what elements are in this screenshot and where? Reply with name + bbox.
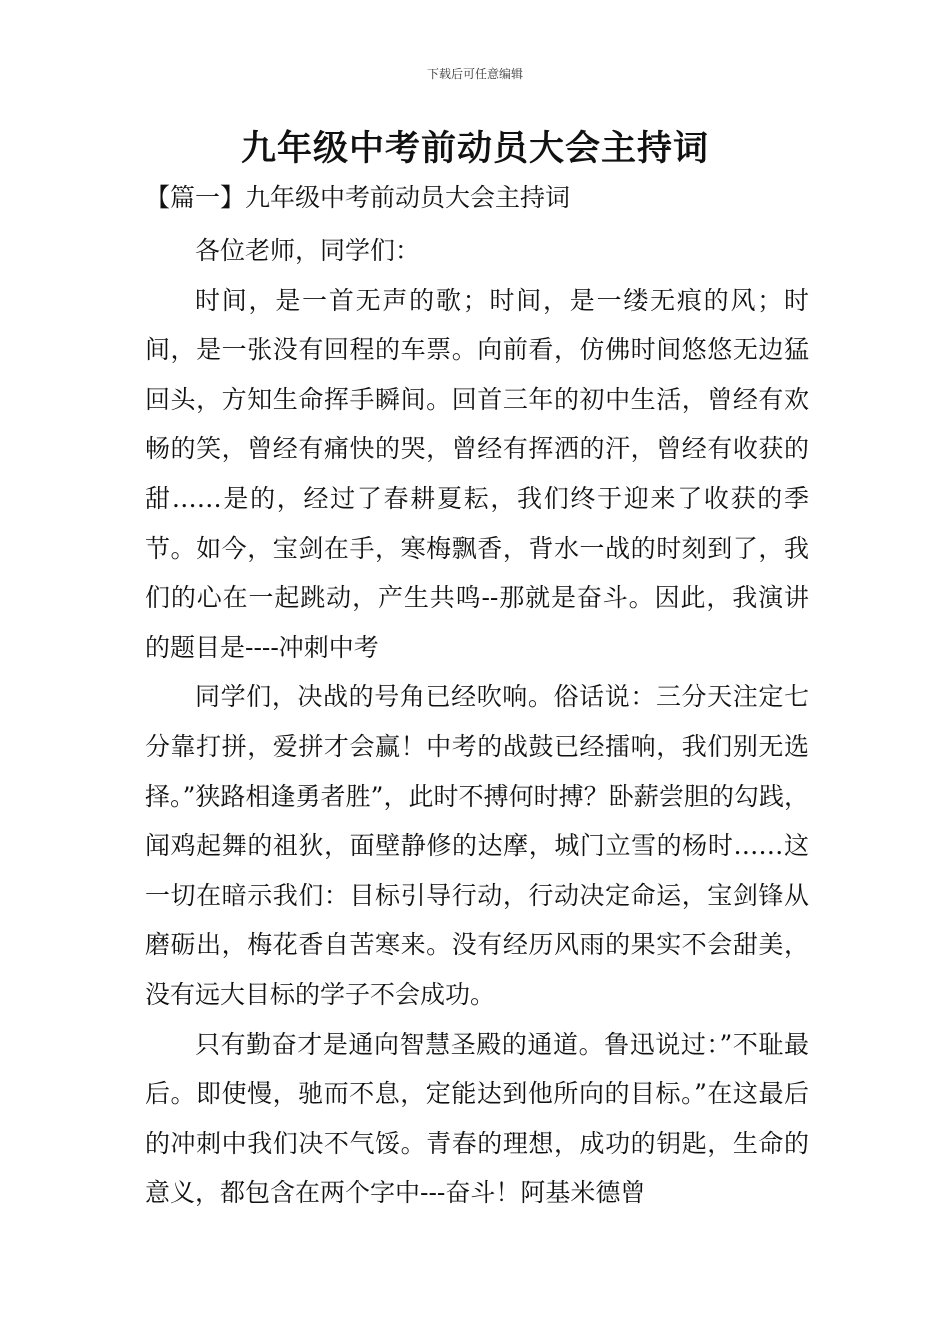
salutation: 各位老师，同学们： — [195, 236, 421, 265]
paragraph-3: 只有勤奋才是通向智慧圣殿的通道。鲁迅说过：”不耻最后。即使慢，驰而不息，定能达到他所向的目标。”在这最后的冲刺中我们决不气馁。青春的理想，成功的钥匙，生命的意义，都包含在两个字中---奋斗！阿基米德曾 — [145, 1029, 809, 1208]
paragraph-2: 同学们，决战的号角已经吹响。俗话说：三分天注定七分靠打拼，爱拼才会赢！中考的战鼓已经擂响，我们别无选择。”狭路相逢勇者胜”，此时不搏何时搏？卧薪尝胆的勾践，闻鸡起舞的祖狄，面壁静修的达摩，城门立雪的杨时……这一切在暗示我们：目标引导行动，行动决定命运，宝剑锋从磨砺出，梅花香自苦寒来。没有经历风雨的果实不会甜美，没有远大目标的学子不会成功。 — [145, 682, 809, 1009]
page-header-note: 下载后可任意编辑 — [426, 67, 523, 81]
paragraph-1: 时间，是一首无声的歌；时间，是一缕无痕的风；时间，是一张没有回程的车票。向前看，仿佛时间悠悠无边猛回头，方知生命挥手瞬间。回首三年的初中生活，曾经有欢畅的笑，曾经有痛快的哭，曾经有挥洒的汗，曾经有收获的甜……是的，经过了春耕夏耘，我们终于迎来了收获的季节。如今，宝剑在手，寒梅飘香，背水一战的时刻到了，我们的心在一起跳动，产生共鸣--那就是奋斗。因此，我演讲的题目是----冲刺中考 — [145, 285, 809, 662]
document-title: 九年级中考前动员大会主持词 — [240, 128, 709, 169]
section-heading: 【篇一】九年级中考前动员大会主持词 — [145, 183, 571, 212]
document-body — [145, 226, 809, 1218]
